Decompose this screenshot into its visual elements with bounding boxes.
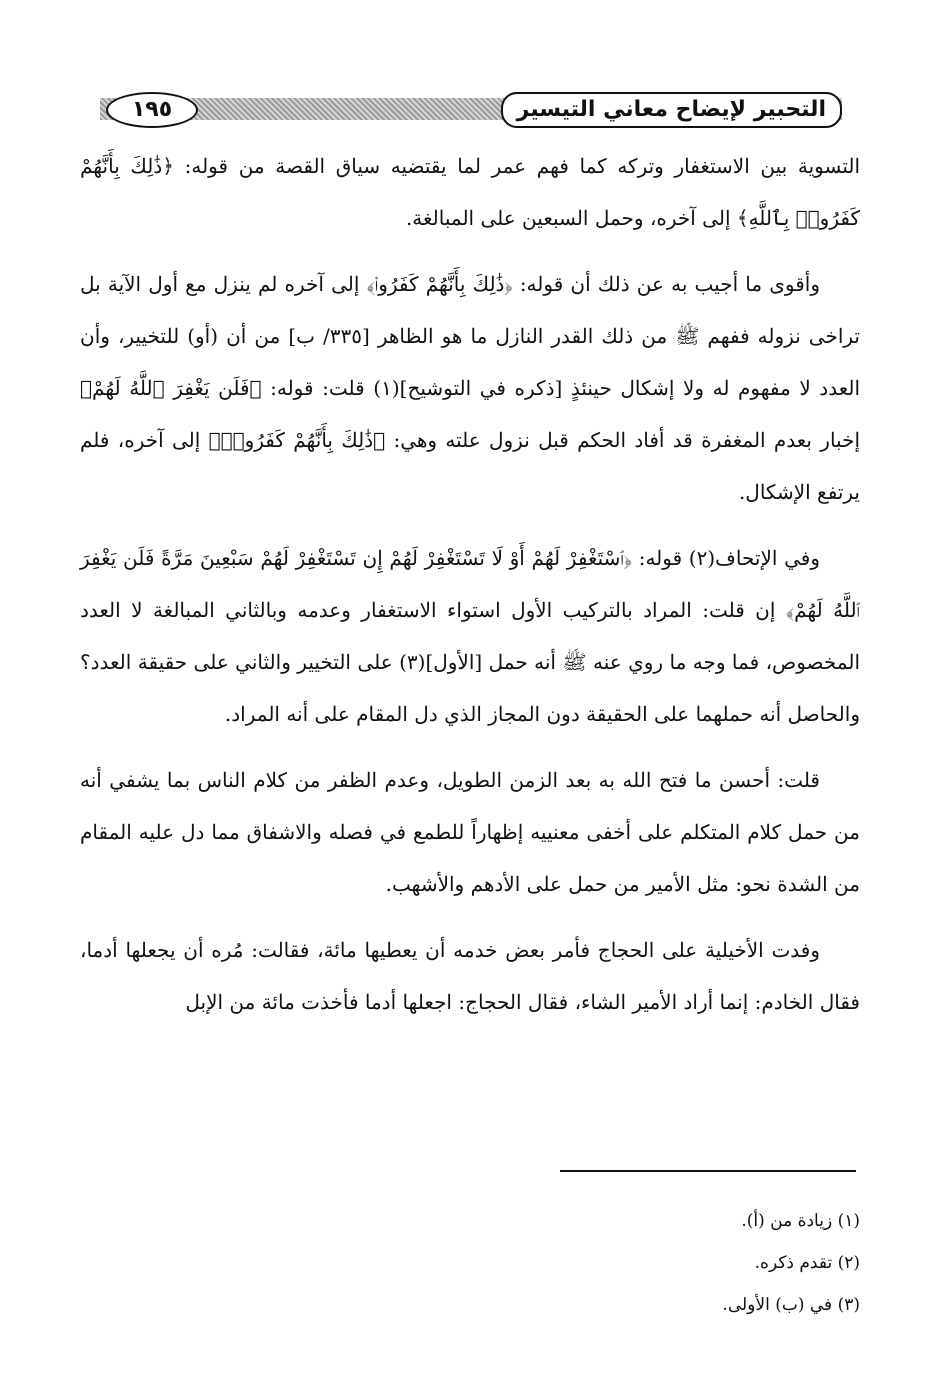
footnote-2: (٢) تقدم ذكره. [754,1253,860,1273]
page-header [100,92,842,134]
paragraph-2: وأقوى ما أجيب به عن ذلك أن قوله: ﴿ذَٰلِكَ بِأَنَّهُمْ كَفَرُوا۟﴾ إلى آخره لم ينزل مع أول الآية بل تراخى نزوله ففهم ﷺ من ذلك القدر النازل ما هو الظاهر [٣٣٥/ ب] من أن (أو) للتخيير، وأن العدد لا مفهوم له ولا إشكال حينئذٍ [ذكره في التوشيح](١) قلت: قوله: ﴿فَلَن يَغْفِرَ ٱللَّهُ لَهُمْ﴾ إخبار بعدم المغفرة قد أفاد الحكم قبل نزول علته وهي: ﴿ذَٰلِكَ بِأَنَّهُمْ كَفَرُوا۟﴾ إلى آخره، فلم يرتفع الإشكال. [80,272,860,504]
paragraph-3: وفي الإتحاف(٢) قوله: ﴿ٱسْتَغْفِرْ لَهُمْ أَوْ لَا تَسْتَغْفِرْ لَهُمْ إِن تَسْتَغْفِرْ لَهُمْ سَبْعِينَ مَرَّةً فَلَن يَغْفِرَ ٱللَّهُ لَهُمْ﴾ إن قلت: المراد بالتركيب الأول استواء الاستغفار وعدمه وبالثاني المبالغة لا العدد المخصوص، فما وجه ما روي عنه ﷺ أنه حمل [الأول](٣) على التخيير والثاني على حقيقة العدد؟ والحاصل أنه حملهما على الحقيقة دون المجاز الذي دل المقام على أنه المراد. [80,546,861,726]
page-number: ١٩٥ [106,92,198,128]
footnote-1: (١) زيادة من (أ). [741,1211,860,1231]
main-text [80,140,860,1042]
footnote-3: (٣) في (ب) الأولى. [722,1295,860,1315]
paragraph-5: وفدت الأخيلية على الحجاج فأمر بعض خدمه أن يعطيها مائة، فقالت: مُره أن يجعلها أدما، فقال الخادم: إنما أراد الأمير الشاء، فقال الحجاج: اجعلها أدما فأخذت مائة من الإبل [80,938,860,1014]
book-title: التحبير لإيضاح معاني التيسير [501,92,842,128]
footnote-separator [560,1170,856,1172]
paragraph-1: التسوية بين الاستغفار وتركه كما فهم عمر لما يقتضيه سياق القصة من قوله: ﴿ذَٰلِكَ بِأَنَّهُمْ كَفَرُوا۟ بِٱللَّهِ﴾ إلى آخره، وحمل السبعين على المبالغة. [80,154,860,230]
footnotes [380,1200,860,1326]
paragraph-4: قلت: أحسن ما فتح الله به بعد الزمن الطويل، وعدم الظفر من كلام الناس بما يشفي أنه من حمل كلام المتكلم على أخفى معنييه إظهاراً للطمع في فصله والاشفاق مما دل عليه المقام من الشدة نحو: مثل الأمير من حمل على الأدهم والأشهب. [80,768,860,896]
